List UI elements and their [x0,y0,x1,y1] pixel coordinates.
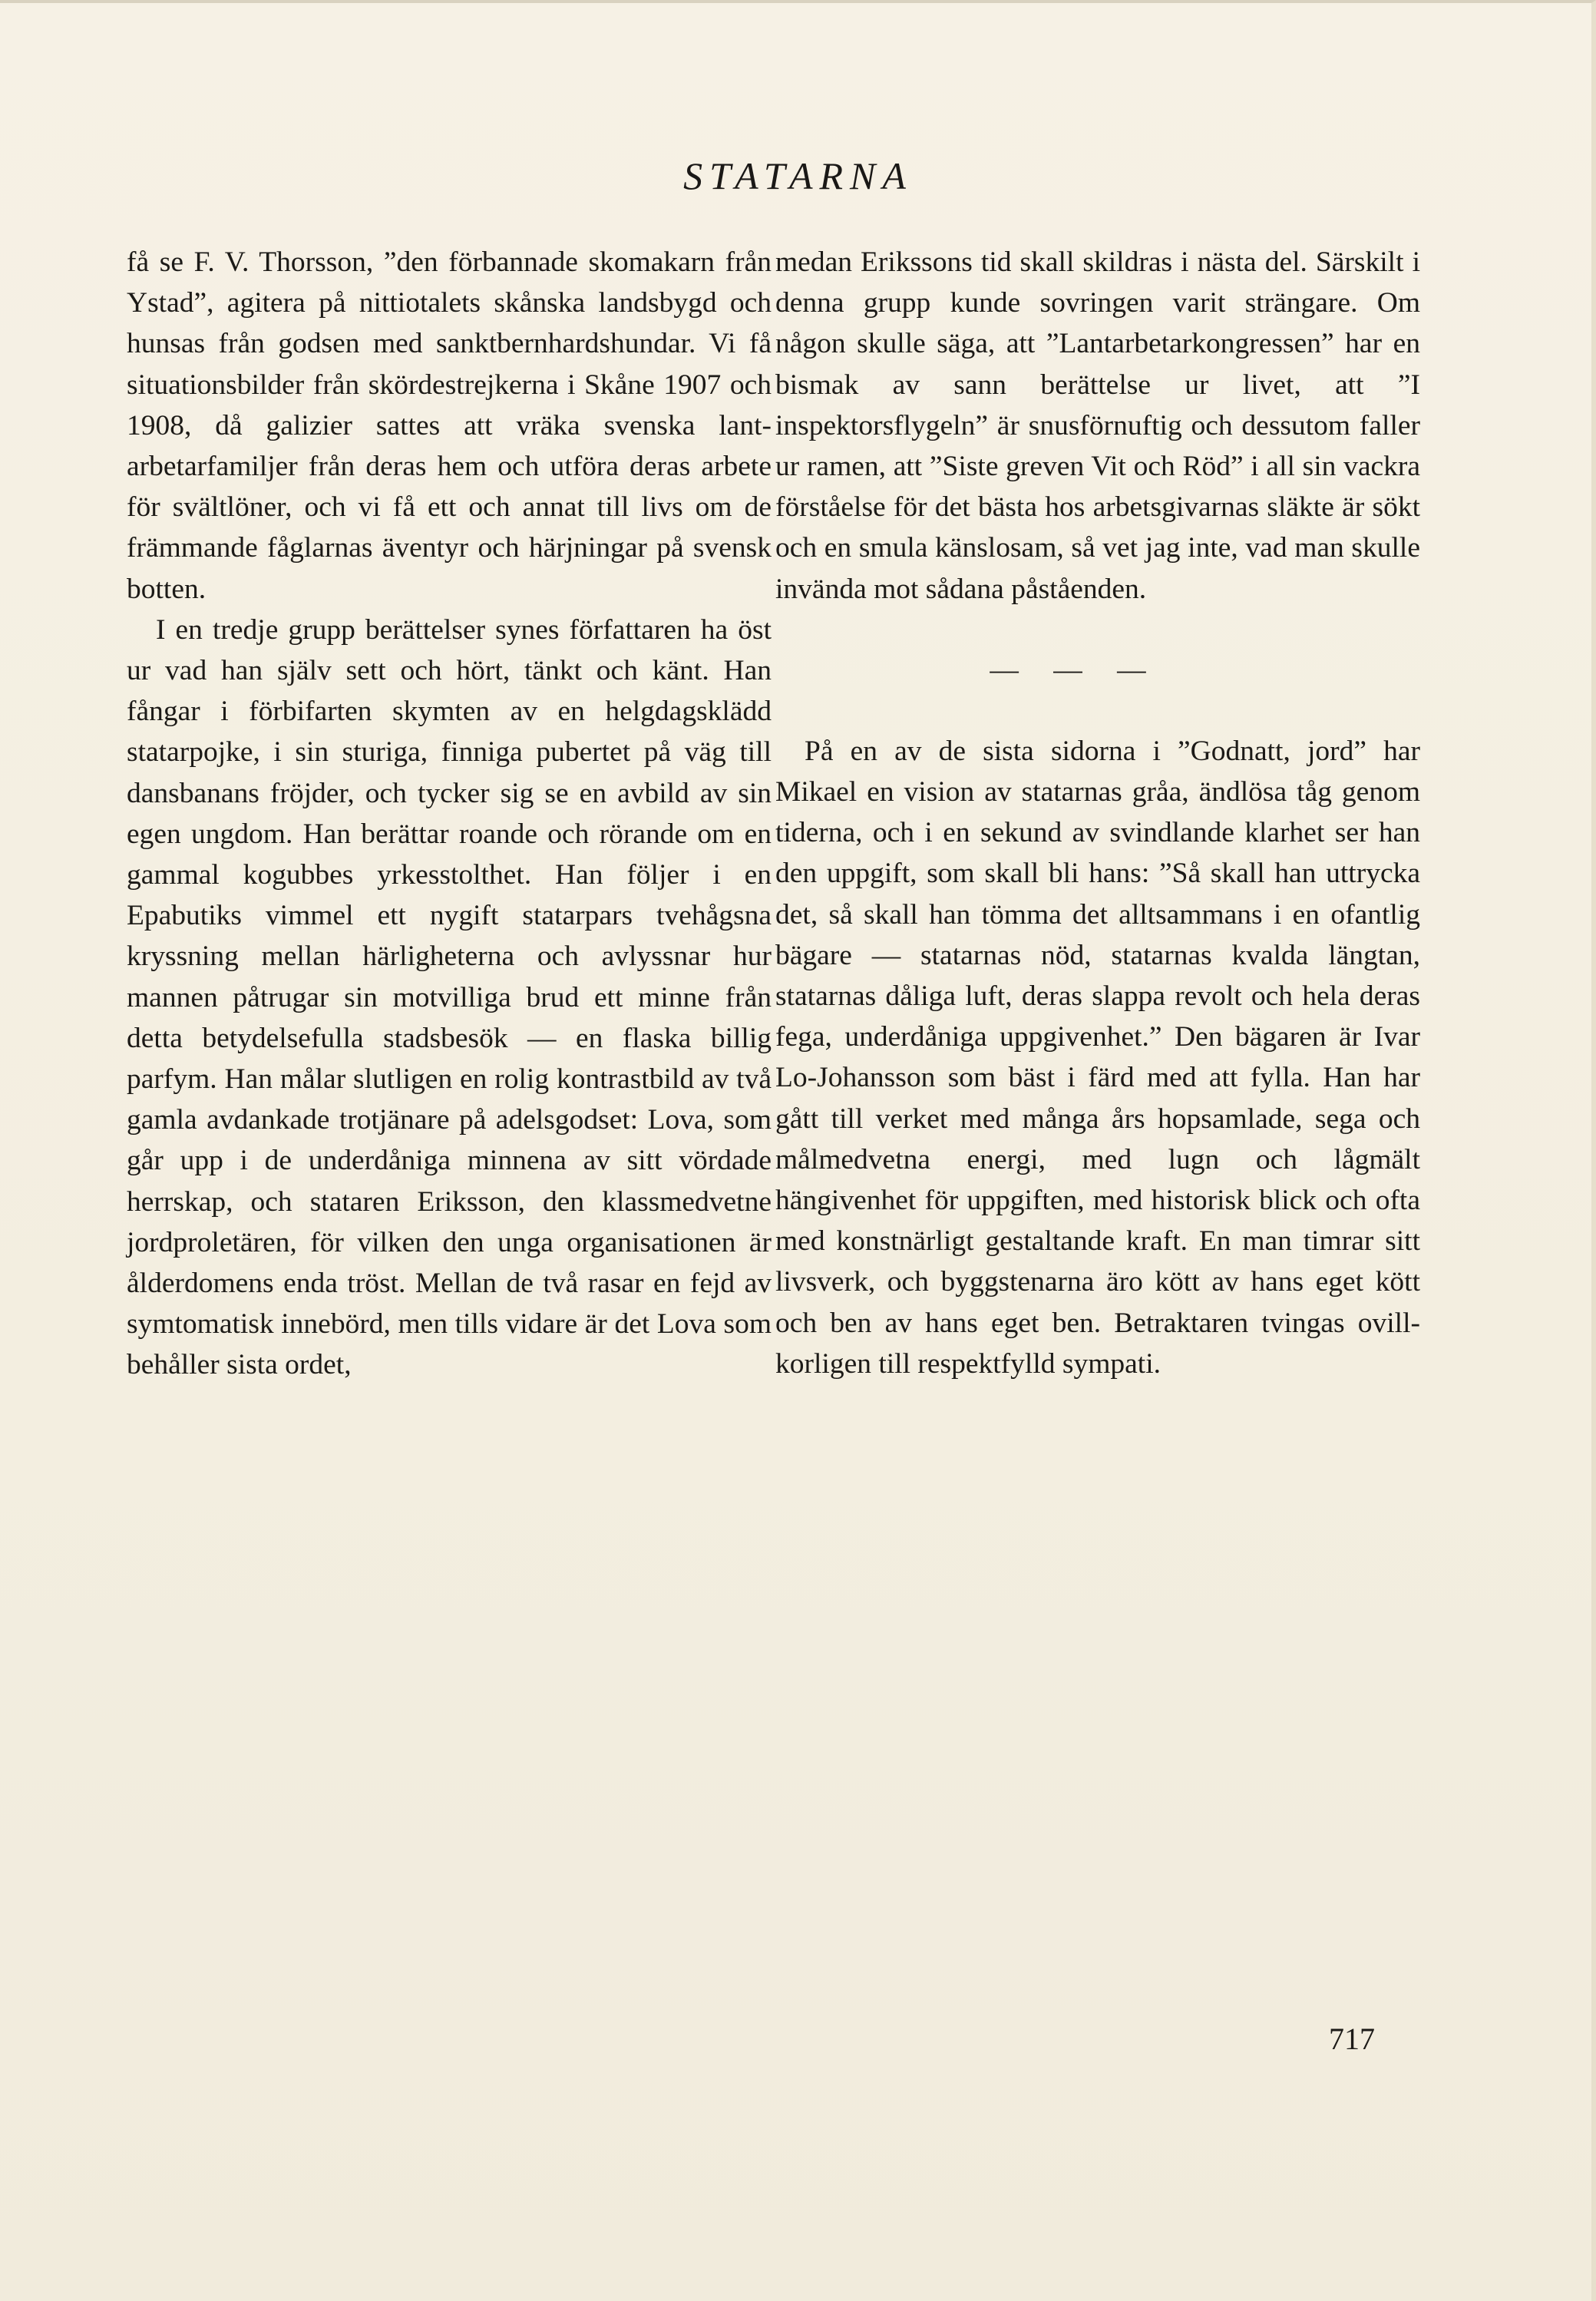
right-column [775,242,1420,1384]
right-paragraph-2: På en av de sista sidorna i ”Godnatt, jord” har Mikael en vision av statarnas gråa, ändlösa tåg genom tiderna, och i en sekund av svindlande klarhet ser han den uppgift, som skall bli hans: ”Så skall han uttrycka det, så skall han tömma det alltsammans i en ofantlig bägare — statarnas nöd, statarnas kvalda längtan, statarnas dåliga luft, deras slappa revolt och hela deras fega, underdåniga uppgivenhet.” Den bägaren är Ivar Lo-Johansson som bäst i färd med att fylla. Han har gått till verket med många års hopsamlade, sega och målmedvetna energi, med lugn och lågmält hängivenhet för uppgiften, med historisk blick och ofta med konstnärligt gestaltande kraft. En man timrar sitt livsverk, och byggstenarna äro kött av hans eget kött och ben av hans eget ben. Betraktaren tvingas ovillkorligen till respektfylld sympati. [775,735,1420,1380]
left-paragraph-1: få se F. V. Thorsson, ”den förbannade skomakarn från Ystad”, agitera på nittiotalets skånska landsbygd och hunsas från godsen med sanktbernhardshundar. Vi få situationsbilder från skördestrejkerna i Skåne 1907 och 1908, då galizier sattes att vräka svenska lantarbetarfamiljer från deras hem och utföra deras arbete för svältlöner, och vi få ett och annat till livs om de främmande fåglarnas äventyr och härjningar på svensk botten. [127,246,772,605]
left-column [127,242,772,1386]
running-head: STATARNA [683,154,913,197]
right-paragraph-1: medan Erikssons tid skall skildras i nästa del. Särskilt i denna grupp kunde sovringen varit strängare. Om någon skulle säga, att ”Lantarbetarkongressen” har en bismak av sann berättelse ur livet, att ”I inspektorsflygeln” är snusförnuftig och dessutom faller ur ramen, att ”Siste greven Vit och Röd” i all sin vackra förståelse för det bästa hos arbetsgivarnas släkte är sökt och en smula känslosam, så vet jag inte, vad man skulle invända mot sådana påståenden. [775,246,1420,605]
page-number: 717 [1329,2022,1375,2056]
section-break [729,610,1420,731]
section-break-dashes: — — — [990,654,1160,686]
left-paragraph-2: I en tredje grupp berättelser synes författaren ha öst ur vad han själv sett och hört, tänkt och känt. Han fångar i förbifarten skymten av en helgdagsklädd statarpojke, i sin sturiga, finniga pubertet på väg till dansbanans fröjder, och tycker sig se en avbild av sin egen ungdom. Han berättar roande och rörande om en gammal kogubbes yrkesstolthet. Han följer i en Epabutiks vimmel ett nygift statarpars tvehågsna kryssning mellan härligheterna och avlyssnar hur mannen påtrugar sin motvilliga brud ett minne från detta betydelsefulla stadsbesök — en flaska billig parfym. Han målar slutligen en rolig kontrastbild av två gamla avdankade trotjänare på adelsgodset: Lova, som går upp i de underdåniga minnena av sitt vördade herrskap, och stataren Eriksson, den klassmedvetne jordproletären, för vilken den unga organisationen är ålderdomens enda tröst. Mellan de två rasar en fejd av symtomatisk innebörd, men tills vidare är det Lova som behåller sista ordet, [127,613,772,1381]
